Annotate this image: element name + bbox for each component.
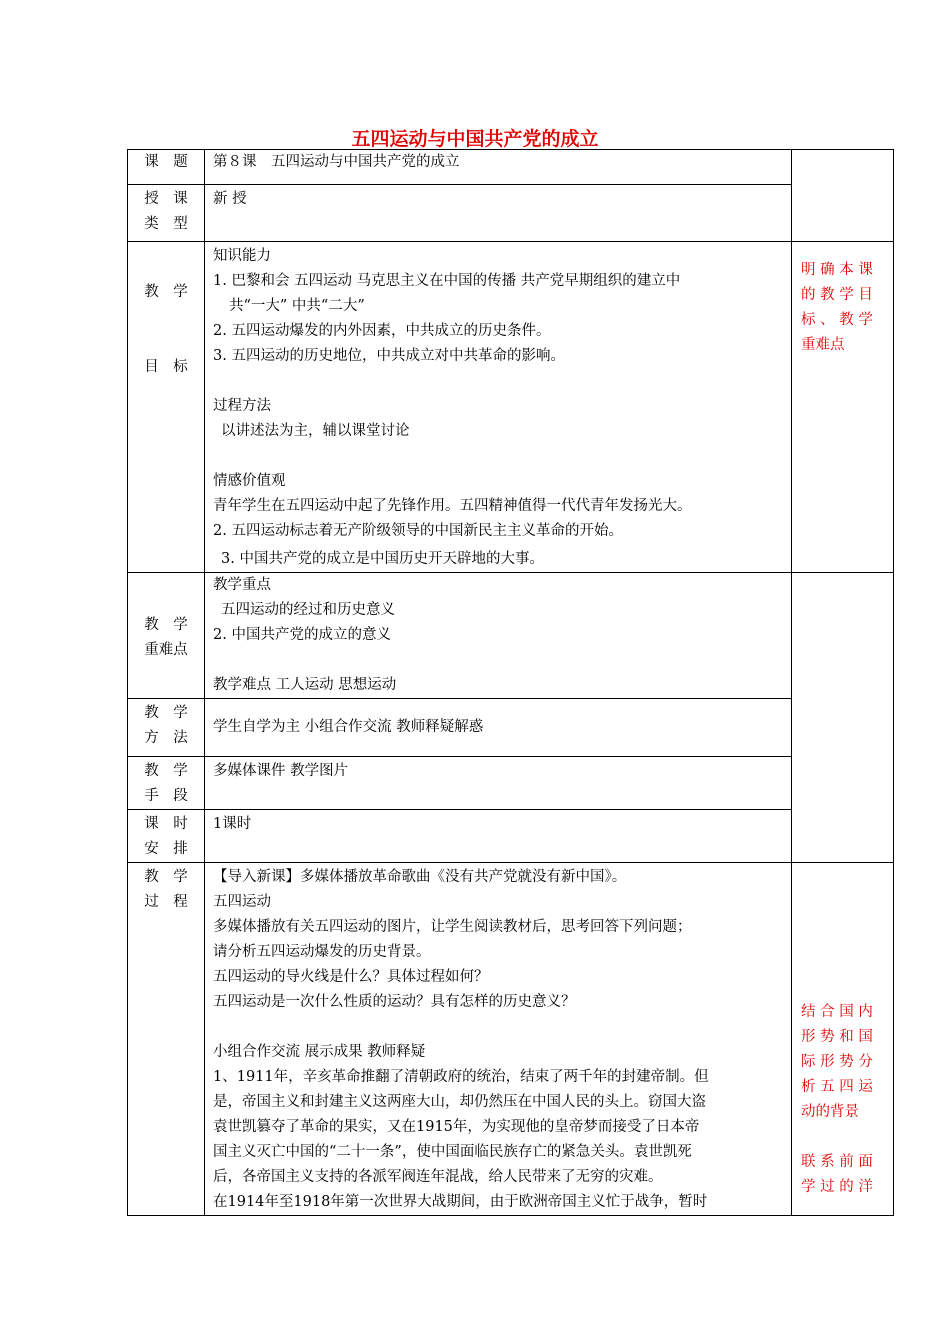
side-note-goals: 明 确 本 课 的 教 学 目 标 、 教 学 重难点	[792, 242, 894, 573]
row-type	[128, 185, 894, 242]
process-text: 以讲述法为主，辅以课堂讨论	[221, 423, 410, 439]
goals-content	[205, 242, 792, 573]
label-schedule: 课 时 安 排	[128, 810, 205, 863]
knowledge-item: 3. 五四运动的历史地位，中共成立对中共革命的影响。	[213, 348, 565, 364]
key-points-content	[205, 573, 792, 699]
knowledge-item: 共“一大” 中共“二大”	[229, 298, 365, 314]
key-item: 2. 中国共产党的成立的意义	[213, 627, 391, 643]
knowledge-heading: 知识能力	[213, 248, 271, 264]
process-line: 是，帝国主义和封建主义这两座大山，却仍然压在中国人民的头上。窃国大盗	[213, 1094, 706, 1110]
emotion-item: 3. 中国共产党的成立是中国历史开天辟地的大事。	[221, 551, 544, 567]
knowledge-item: 2. 五四运动爆发的内外因素，中共成立的历史条件。	[213, 323, 551, 339]
side-empty-top	[792, 150, 894, 242]
process-line: 袁世凯篡夺了革命的果实，又在1915年，为实现他的皇帝梦而接受了日本帝	[213, 1119, 700, 1135]
label-key-points: 教 学 重难点	[128, 573, 205, 699]
type-text: 新 授	[205, 185, 792, 242]
label-goals: 教 学 目 标	[128, 242, 205, 573]
process-line: 小组合作交流 展示成果 教师释疑	[213, 1044, 426, 1060]
process-line: 国主义灭亡中国的“二十一条”，使中国面临民族存亡的紧急关头。袁世凯死	[213, 1144, 692, 1160]
process-line: 在1914年至1918年第一次世界大战期间，由于欧洲帝国主义忙于战争，暂时	[213, 1194, 708, 1210]
process-line: 五四运动是一次什么性质的运动？具有怎样的历史意义？	[213, 994, 576, 1010]
knowledge-item: 1. 巴黎和会 五四运动 马克思主义在中国的传播 共产党早期组织的建立中	[213, 273, 681, 289]
lesson-plan-table	[127, 149, 894, 1216]
side-note-process: 结 合 国 内 形 势 和 国 际 形 势 分 析 五 四 运 动的背景 联 系 前 面 学 过 的 洋	[792, 863, 894, 1216]
label-type: 授 课 类 型	[128, 185, 205, 242]
emotion-heading: 情感价值观	[213, 473, 286, 489]
emotion-item: 2. 五四运动标志着无产阶级领导的中国新民主主义革命的开始。	[213, 523, 623, 539]
row-process	[128, 863, 894, 1216]
row-means	[128, 757, 894, 810]
process-line: 多媒体播放有关五四运动的图片，让学生阅读教材后，思考回答下列问题；	[213, 919, 692, 935]
row-topic	[128, 150, 894, 185]
process-line: 后，各帝国主义支持的各派军阀连年混战，给人民带来了无穷的灾难。	[213, 1169, 663, 1185]
row-key-points	[128, 573, 894, 699]
side-empty-mid	[792, 573, 894, 863]
process-line: 请分析五四运动爆发的历史背景。	[213, 944, 431, 960]
process-line: 五四运动	[213, 894, 271, 910]
label-topic: 课 题	[128, 150, 205, 185]
key-item: 五四运动的经过和历史意义	[221, 602, 395, 618]
label-means: 教 学 手 段	[128, 757, 205, 810]
process-content	[205, 863, 792, 1216]
process-line: 1、1911年，辛亥革命推翻了清朝政府的统治，结束了两千年的封建帝制。但	[213, 1069, 709, 1085]
label-method: 教 学 方 法	[128, 699, 205, 757]
label-process: 教 学 过 程	[128, 863, 205, 1216]
row-method	[128, 699, 894, 757]
process-line: 五四运动的导火线是什么？具体过程如何？	[213, 969, 489, 985]
schedule-text: 1课时	[205, 810, 792, 863]
process-line: 【导入新课】多媒体播放革命歌曲《没有共产党就没有新中国》。	[213, 869, 627, 885]
means-text: 多媒体课件 教学图片	[205, 757, 792, 810]
topic-text: 第８课 五四运动与中国共产党的成立	[205, 150, 792, 185]
key-heading: 教学重点	[213, 577, 271, 593]
row-goals	[128, 242, 894, 573]
document-title: 五四运动与中国共产党的成立	[351, 128, 599, 150]
process-heading: 过程方法	[213, 398, 271, 414]
method-text: 学生自学为主 小组合作交流 教师释疑解惑	[205, 699, 792, 757]
row-schedule	[128, 810, 894, 863]
difficult-points: 教学难点 工人运动 思想运动	[213, 677, 397, 693]
emotion-item: 青年学生在五四运动中起了先锋作用。五四精神值得一代代青年发扬光大。	[213, 498, 692, 514]
